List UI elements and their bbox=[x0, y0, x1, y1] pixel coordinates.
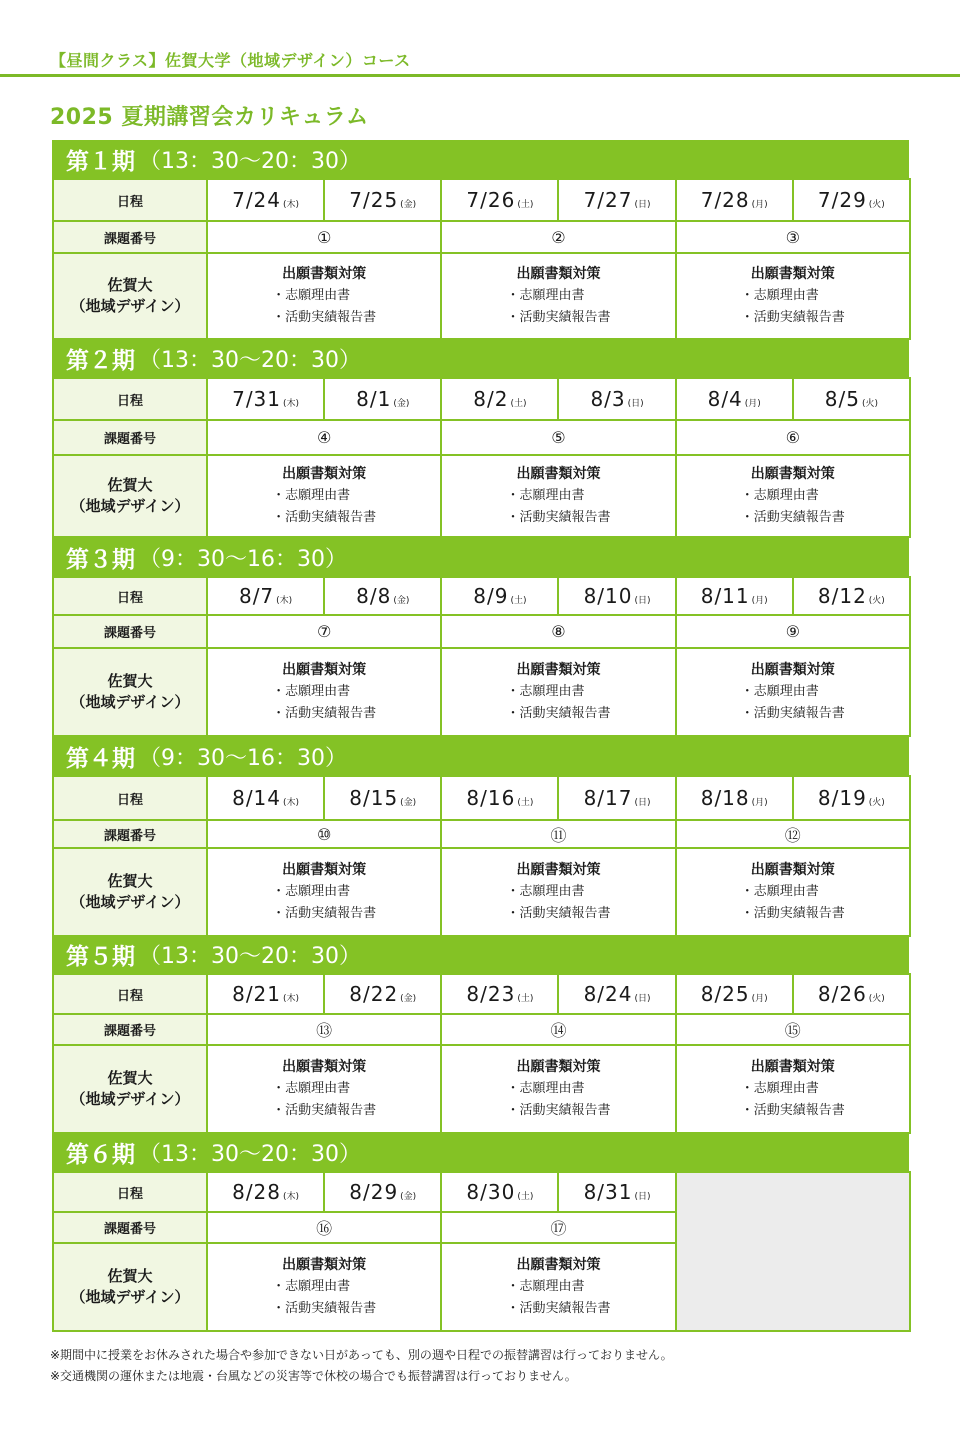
date-text: 8/24 bbox=[583, 982, 633, 1006]
period-name: 第４期 bbox=[66, 745, 135, 772]
period-5 bbox=[52, 935, 909, 1134]
schedule-label: 日程 bbox=[53, 1172, 207, 1212]
period-header bbox=[52, 737, 909, 775]
date-text: 8/2 bbox=[473, 387, 509, 411]
course-row bbox=[53, 1045, 910, 1133]
schedule-table bbox=[52, 1171, 911, 1332]
course-item: ・志願理由書 bbox=[506, 1081, 585, 1096]
assignment-label: 課題番号 bbox=[53, 1212, 207, 1243]
course-content bbox=[741, 1056, 845, 1122]
day-of-week: (火) bbox=[868, 200, 885, 210]
date-cell bbox=[324, 378, 441, 420]
course-title: 出願書類対策 bbox=[282, 862, 367, 878]
date-cell bbox=[324, 776, 441, 820]
school-label bbox=[53, 1045, 207, 1133]
course-item: ・活動実績報告書 bbox=[272, 510, 377, 525]
course-title: 出願書類対策 bbox=[750, 1059, 835, 1075]
course-content bbox=[272, 659, 376, 725]
day-of-week: (金) bbox=[400, 994, 417, 1004]
day-of-week: (日) bbox=[634, 994, 651, 1004]
date-cell bbox=[793, 776, 910, 820]
period-name: 第３期 bbox=[66, 546, 135, 573]
course-cell bbox=[207, 455, 441, 537]
date-text: 8/21 bbox=[232, 982, 282, 1006]
day-of-week: (木) bbox=[283, 994, 300, 1004]
assignment-number: ⑫ bbox=[676, 820, 910, 848]
course-row bbox=[53, 455, 910, 537]
course-item: ・活動実績報告書 bbox=[740, 1103, 845, 1118]
day-of-week: (木) bbox=[283, 200, 300, 210]
date-row bbox=[53, 974, 910, 1014]
course-title: 出願書類対策 bbox=[282, 1257, 367, 1273]
assignment-row bbox=[53, 820, 910, 848]
date-text: 7/25 bbox=[349, 188, 399, 212]
period-2 bbox=[52, 339, 909, 538]
course-cell bbox=[441, 455, 675, 537]
course-cell bbox=[676, 1045, 910, 1133]
school-name: 佐賀大 bbox=[107, 276, 153, 294]
course-item: ・活動実績報告書 bbox=[506, 706, 611, 721]
course-content bbox=[506, 1254, 610, 1320]
course-cell bbox=[676, 848, 910, 936]
course-cell bbox=[207, 1243, 441, 1331]
date-cell bbox=[793, 179, 910, 221]
assignment-label: 課題番号 bbox=[53, 615, 207, 648]
date-text: 8/30 bbox=[466, 1180, 516, 1204]
date-text: 8/18 bbox=[700, 786, 750, 810]
course-content bbox=[741, 659, 845, 725]
course-item: ・志願理由書 bbox=[740, 488, 819, 503]
course-cell bbox=[441, 1045, 675, 1133]
date-cell bbox=[558, 974, 675, 1014]
school-department: （地域デザイン） bbox=[70, 497, 190, 515]
assignment-number: ① bbox=[207, 221, 441, 253]
course-content bbox=[506, 859, 610, 925]
schedule-table bbox=[52, 377, 911, 538]
schedule-table bbox=[52, 973, 911, 1134]
date-cell bbox=[676, 776, 793, 820]
assignment-label: 課題番号 bbox=[53, 1014, 207, 1045]
date-text: 8/12 bbox=[817, 584, 867, 608]
day-of-week: (土) bbox=[517, 1192, 534, 1202]
assignment-number: ⑤ bbox=[441, 420, 675, 455]
date-cell bbox=[441, 577, 558, 615]
school-department: （地域デザイン） bbox=[70, 1288, 190, 1306]
date-cell bbox=[207, 1172, 324, 1212]
period-6 bbox=[52, 1133, 909, 1332]
course-row bbox=[53, 253, 910, 339]
course-item: ・志願理由書 bbox=[272, 684, 351, 699]
day-of-week: (土) bbox=[510, 399, 527, 409]
date-text: 7/27 bbox=[583, 188, 633, 212]
assignment-number: ⑧ bbox=[441, 615, 675, 648]
period-1 bbox=[52, 140, 909, 340]
school-department: （地域デザイン） bbox=[70, 1090, 190, 1108]
assignment-number: ⑦ bbox=[207, 615, 441, 648]
course-item: ・活動実績報告書 bbox=[272, 1301, 377, 1316]
schedule-label: 日程 bbox=[53, 974, 207, 1014]
schedule-label: 日程 bbox=[53, 776, 207, 820]
date-cell bbox=[207, 974, 324, 1014]
date-cell bbox=[441, 776, 558, 820]
schedule-label: 日程 bbox=[53, 378, 207, 420]
course-item: ・志願理由書 bbox=[272, 1081, 351, 1096]
period-name: 第６期 bbox=[66, 1141, 135, 1168]
class-label: 【昼間クラス】佐賀大学（地域デザイン）コース bbox=[50, 51, 411, 70]
schedule-table bbox=[52, 576, 911, 737]
date-text: 8/29 bbox=[349, 1180, 399, 1204]
date-text: 7/31 bbox=[232, 387, 282, 411]
course-item: ・活動実績報告書 bbox=[506, 1103, 611, 1118]
date-text: 8/1 bbox=[356, 387, 392, 411]
school-name: 佐賀大 bbox=[107, 872, 153, 890]
date-cell bbox=[324, 577, 441, 615]
course-cell bbox=[207, 253, 441, 339]
course-title: 出願書類対策 bbox=[516, 466, 601, 482]
course-content bbox=[741, 463, 845, 529]
date-cell bbox=[676, 974, 793, 1014]
day-of-week: (木) bbox=[283, 798, 300, 808]
course-item: ・志願理由書 bbox=[740, 1081, 819, 1096]
course-item: ・志願理由書 bbox=[506, 488, 585, 503]
course-row bbox=[53, 648, 910, 736]
schedule-label: 日程 bbox=[53, 179, 207, 221]
schedule-table bbox=[52, 178, 911, 340]
date-row bbox=[53, 378, 910, 420]
day-of-week: (土) bbox=[517, 994, 534, 1004]
date-row bbox=[53, 776, 910, 820]
course-title: 出願書類対策 bbox=[516, 862, 601, 878]
course-title: 出願書類対策 bbox=[516, 1257, 601, 1273]
date-cell bbox=[558, 776, 675, 820]
day-of-week: (金) bbox=[393, 399, 410, 409]
course-title: 出願書類対策 bbox=[750, 266, 835, 282]
day-of-week: (日) bbox=[634, 596, 651, 606]
period-header bbox=[52, 339, 909, 377]
course-title: 出願書類対策 bbox=[516, 662, 601, 678]
course-item: ・志願理由書 bbox=[272, 288, 351, 303]
school-label bbox=[53, 455, 207, 537]
date-cell bbox=[676, 378, 793, 420]
date-text: 7/24 bbox=[232, 188, 282, 212]
period-name: 第２期 bbox=[66, 347, 135, 374]
date-cell bbox=[793, 974, 910, 1014]
course-item: ・活動実績報告書 bbox=[272, 906, 377, 921]
course-item: ・志願理由書 bbox=[506, 288, 585, 303]
course-title: 出願書類対策 bbox=[750, 862, 835, 878]
course-item: ・活動実績報告書 bbox=[272, 706, 377, 721]
period-time: （9：30～16：30） bbox=[139, 546, 347, 572]
date-cell bbox=[324, 179, 441, 221]
course-item: ・志願理由書 bbox=[740, 684, 819, 699]
school-name: 佐賀大 bbox=[107, 1069, 153, 1087]
day-of-week: (金) bbox=[400, 1192, 417, 1202]
course-item: ・活動実績報告書 bbox=[740, 310, 845, 325]
date-row bbox=[53, 1172, 910, 1212]
date-cell bbox=[676, 577, 793, 615]
course-title: 出願書類対策 bbox=[282, 466, 367, 482]
day-of-week: (土) bbox=[517, 200, 534, 210]
day-of-week: (木) bbox=[283, 1192, 300, 1202]
school-label bbox=[53, 253, 207, 339]
date-cell bbox=[676, 179, 793, 221]
course-content bbox=[272, 859, 376, 925]
course-item: ・志願理由書 bbox=[506, 684, 585, 699]
date-text: 8/28 bbox=[232, 1180, 282, 1204]
schedule-table bbox=[52, 775, 911, 937]
course-item: ・志願理由書 bbox=[272, 884, 351, 899]
course-cell bbox=[676, 455, 910, 537]
date-cell bbox=[441, 974, 558, 1014]
course-cell bbox=[207, 1045, 441, 1133]
date-cell bbox=[207, 179, 324, 221]
date-text: 8/3 bbox=[590, 387, 626, 411]
course-cell bbox=[676, 648, 910, 736]
date-text: 8/16 bbox=[466, 786, 516, 810]
school-name: 佐賀大 bbox=[107, 476, 153, 494]
note-2: ※交通機関の運休または地震・台風などの災害等で休校の場合でも振替講習は行っておりません。 bbox=[50, 1369, 577, 1383]
school-label bbox=[53, 1243, 207, 1331]
period-header bbox=[52, 1133, 909, 1171]
date-text: 8/25 bbox=[700, 982, 750, 1006]
date-text: 8/22 bbox=[349, 982, 399, 1006]
date-cell bbox=[207, 378, 324, 420]
day-of-week: (火) bbox=[868, 994, 885, 1004]
assignment-label: 課題番号 bbox=[53, 420, 207, 455]
period-4 bbox=[52, 737, 909, 937]
day-of-week: (火) bbox=[868, 596, 885, 606]
date-text: 8/10 bbox=[583, 584, 633, 608]
day-of-week: (月) bbox=[751, 798, 768, 808]
date-text: 8/17 bbox=[583, 786, 633, 810]
school-department: （地域デザイン） bbox=[70, 693, 190, 711]
day-of-week: (木) bbox=[276, 596, 293, 606]
school-department: （地域デザイン） bbox=[70, 893, 190, 911]
period-3 bbox=[52, 538, 909, 737]
day-of-week: (月) bbox=[751, 596, 768, 606]
day-of-week: (日) bbox=[634, 798, 651, 808]
course-item: ・活動実績報告書 bbox=[740, 906, 845, 921]
course-item: ・活動実績報告書 bbox=[506, 310, 611, 325]
course-title: 出願書類対策 bbox=[516, 266, 601, 282]
course-title: 出願書類対策 bbox=[282, 662, 367, 678]
date-text: 8/19 bbox=[817, 786, 867, 810]
period-time: （9：30～16：30） bbox=[139, 745, 347, 771]
page-title: 2025 夏期講習会カリキュラム bbox=[50, 105, 369, 130]
school-label bbox=[53, 848, 207, 936]
date-text: 8/26 bbox=[817, 982, 867, 1006]
day-of-week: (土) bbox=[510, 596, 527, 606]
course-item: ・志願理由書 bbox=[272, 1279, 351, 1294]
day-of-week: (土) bbox=[517, 798, 534, 808]
course-row bbox=[53, 848, 910, 936]
day-of-week: (火) bbox=[868, 798, 885, 808]
assignment-number: ⑥ bbox=[676, 420, 910, 455]
course-cell bbox=[676, 253, 910, 339]
assignment-number: ⑮ bbox=[676, 1014, 910, 1045]
course-cell bbox=[441, 253, 675, 339]
course-content bbox=[272, 1056, 376, 1122]
date-text: 8/9 bbox=[473, 584, 509, 608]
header-rule bbox=[0, 74, 960, 77]
assignment-number: ⑯ bbox=[207, 1212, 441, 1243]
course-item: ・活動実績報告書 bbox=[740, 706, 845, 721]
period-name: 第１期 bbox=[66, 148, 135, 175]
course-content bbox=[741, 263, 845, 329]
date-text: 8/8 bbox=[356, 584, 392, 608]
course-title: 出願書類対策 bbox=[282, 1059, 367, 1075]
assignment-label: 課題番号 bbox=[53, 221, 207, 253]
date-text: 8/14 bbox=[232, 786, 282, 810]
date-row bbox=[53, 179, 910, 221]
school-department: （地域デザイン） bbox=[70, 297, 190, 315]
date-cell bbox=[324, 1172, 441, 1212]
day-of-week: (月) bbox=[744, 399, 761, 409]
course-title: 出願書類対策 bbox=[516, 1059, 601, 1075]
period-header bbox=[52, 538, 909, 576]
date-cell bbox=[441, 378, 558, 420]
day-of-week: (月) bbox=[751, 200, 768, 210]
date-text: 8/5 bbox=[824, 387, 860, 411]
date-cell bbox=[793, 577, 910, 615]
date-text: 7/29 bbox=[817, 188, 867, 212]
day-of-week: (金) bbox=[400, 200, 417, 210]
date-text: 7/28 bbox=[700, 188, 750, 212]
date-row bbox=[53, 577, 910, 615]
date-text: 8/4 bbox=[707, 387, 743, 411]
date-text: 8/31 bbox=[583, 1180, 633, 1204]
date-cell bbox=[207, 577, 324, 615]
course-item: ・志願理由書 bbox=[506, 1279, 585, 1294]
period-header bbox=[52, 140, 909, 178]
date-cell bbox=[558, 378, 675, 420]
assignment-number: ⑰ bbox=[441, 1212, 675, 1243]
course-item: ・活動実績報告書 bbox=[506, 1301, 611, 1316]
assignment-number: ⑭ bbox=[441, 1014, 675, 1045]
day-of-week: (月) bbox=[751, 994, 768, 1004]
period-time: （13：30～20：30） bbox=[139, 1141, 361, 1167]
course-title: 出願書類対策 bbox=[750, 466, 835, 482]
day-of-week: (木) bbox=[283, 399, 300, 409]
period-time: （13：30～20：30） bbox=[139, 347, 361, 373]
assignment-number: ⑪ bbox=[441, 820, 675, 848]
course-content bbox=[506, 263, 610, 329]
period-header bbox=[52, 935, 909, 973]
course-title: 出願書類対策 bbox=[750, 662, 835, 678]
school-label bbox=[53, 648, 207, 736]
period-time: （13：30～20：30） bbox=[139, 148, 361, 174]
date-text: 8/7 bbox=[238, 584, 275, 608]
date-cell bbox=[324, 974, 441, 1014]
course-cell bbox=[441, 1243, 675, 1331]
day-of-week: (日) bbox=[634, 200, 651, 210]
date-text: 8/11 bbox=[700, 584, 750, 608]
date-cell bbox=[441, 179, 558, 221]
course-item: ・活動実績報告書 bbox=[740, 510, 845, 525]
period-name: 第５期 bbox=[66, 943, 135, 970]
assignment-row bbox=[53, 221, 910, 253]
course-item: ・活動実績報告書 bbox=[506, 510, 611, 525]
course-cell bbox=[207, 848, 441, 936]
course-item: ・活動実績報告書 bbox=[506, 906, 611, 921]
assignment-label: 課題番号 bbox=[53, 820, 207, 848]
day-of-week: (日) bbox=[627, 399, 644, 409]
day-of-week: (火) bbox=[861, 399, 878, 409]
date-text: 7/26 bbox=[466, 188, 516, 212]
date-cell bbox=[207, 776, 324, 820]
notes bbox=[50, 1345, 673, 1387]
assignment-number: ② bbox=[441, 221, 675, 253]
assignment-row bbox=[53, 615, 910, 648]
course-item: ・志願理由書 bbox=[272, 488, 351, 503]
course-item: ・志願理由書 bbox=[740, 288, 819, 303]
empty-cell bbox=[676, 1172, 910, 1331]
date-text: 8/23 bbox=[466, 982, 516, 1006]
course-content bbox=[272, 1254, 376, 1320]
date-text: 8/15 bbox=[349, 786, 399, 810]
date-cell bbox=[793, 378, 910, 420]
course-item: ・活動実績報告書 bbox=[272, 310, 377, 325]
school-name: 佐賀大 bbox=[107, 672, 153, 690]
period-time: （13：30～20：30） bbox=[139, 943, 361, 969]
date-cell bbox=[441, 1172, 558, 1212]
course-cell bbox=[441, 848, 675, 936]
note-1: ※期間中に授業をお休みされた場合や参加できない日があっても、別の週や日程での振替講習は行っておりません。 bbox=[50, 1348, 673, 1362]
day-of-week: (金) bbox=[400, 798, 417, 808]
assignment-row bbox=[53, 1014, 910, 1045]
assignment-number: ④ bbox=[207, 420, 441, 455]
course-content bbox=[272, 263, 376, 329]
day-of-week: (日) bbox=[634, 1192, 651, 1202]
schedule-label: 日程 bbox=[53, 577, 207, 615]
date-cell bbox=[558, 577, 675, 615]
course-cell bbox=[441, 648, 675, 736]
course-content bbox=[272, 463, 376, 529]
date-cell bbox=[558, 179, 675, 221]
course-item: ・志願理由書 bbox=[506, 884, 585, 899]
course-title: 出願書類対策 bbox=[282, 266, 367, 282]
course-cell bbox=[207, 648, 441, 736]
course-content bbox=[506, 463, 610, 529]
course-content bbox=[506, 659, 610, 725]
day-of-week: (金) bbox=[393, 596, 410, 606]
course-item: ・志願理由書 bbox=[740, 884, 819, 899]
assignment-row bbox=[53, 420, 910, 455]
date-cell bbox=[558, 1172, 675, 1212]
course-content bbox=[506, 1056, 610, 1122]
assignment-number: ⑨ bbox=[676, 615, 910, 648]
course-item: ・活動実績報告書 bbox=[272, 1103, 377, 1118]
course-content bbox=[741, 859, 845, 925]
assignment-number: ⑬ bbox=[207, 1014, 441, 1045]
school-name: 佐賀大 bbox=[107, 1267, 153, 1285]
assignment-number: ⑩ bbox=[207, 820, 441, 848]
assignment-number: ③ bbox=[676, 221, 910, 253]
